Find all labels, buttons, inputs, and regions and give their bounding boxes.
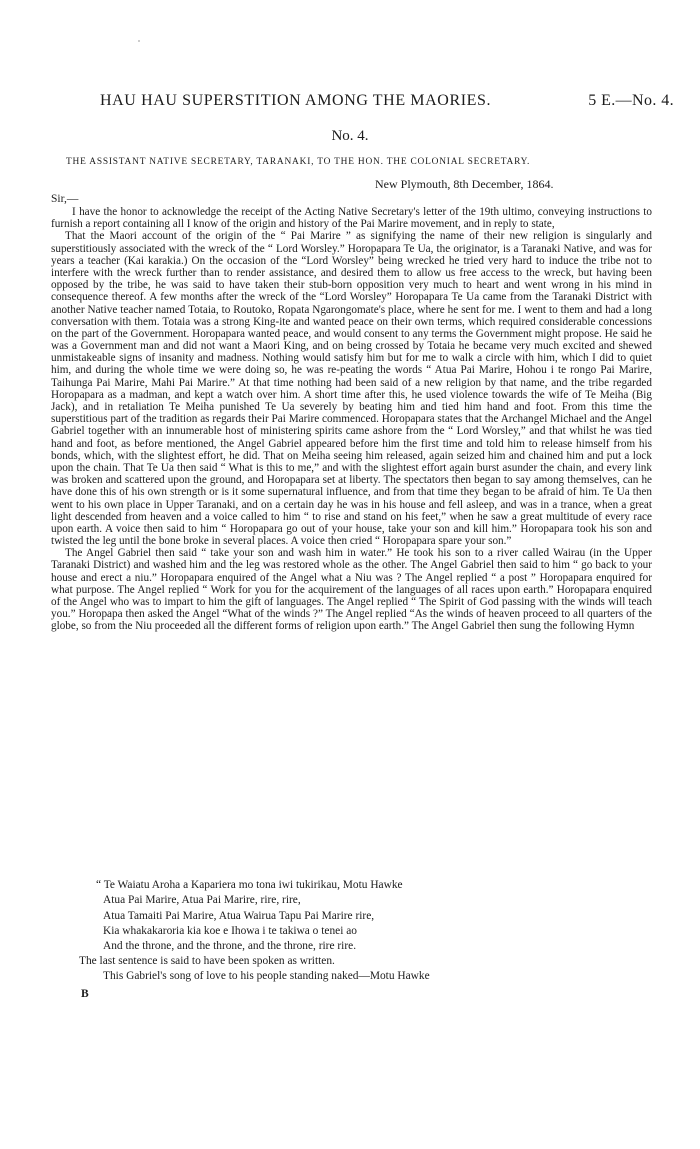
letter-heading: THE ASSISTANT NATIVE SECRETARY, TARANAKI, TO THE HON. THE COLONIAL SECRETARY.	[66, 157, 531, 167]
hymn-line: Atua Pai Marire, Atua Pai Marire, rire, rire,	[103, 894, 301, 907]
running-title: HAU HAU SUPERSTITION AMONG THE MAORIES.	[100, 92, 492, 109]
paragraph: I have the honor to acknowledge the receipt of the Acting Native Secretary's letter of the 19th ultimo, conveying instructions to furnish a report containing all I know of the origin and history of the Pai Marire movement, and in reply to state,	[51, 206, 652, 231]
signature-mark: B	[81, 988, 89, 1000]
dateline: New Plymouth, 8th December, 1864.	[375, 177, 554, 191]
scan-speck	[138, 40, 140, 42]
translation-intro: This Gabriel's song of love to his people standing naked—Motu Hawke	[103, 970, 430, 982]
document-reference: 5 E.—No. 4.	[588, 92, 674, 109]
document-number: No. 4.	[331, 128, 369, 144]
letter-body	[51, 206, 652, 633]
hymn-line: Kia whakakaroria kia koe e Ihowa i te takiwa o tenei ao	[103, 924, 357, 937]
salutation: Sir,—	[51, 193, 79, 205]
paragraph: The Angel Gabriel then said “ take your son and wash him in water.” He took his son to a river called Wairau (in the Upper Taranaki District) and washed him and the leg was restored whole as the other. The Angel Gabriel then said to him “ go back to your house and erect a niu.” Horopapara enquired of the Angel what a Niu was ? The Angel replied “ a post ” Horopapara enquired for what purpose. The Angel replied “ Work for you for the acquirement of the languages of all races upon earth.” Horopapara enquired of the Angel who was to impart to him the gift of languages. The Angel replied “ The Spirit of God passing with the winds will teach you.” Horopapa then asked the Angel “What of the winds ?” The Angel replied “As the winds of heaven proceed to all quarters of the globe, so from the Niu proceeded all the different forms of religion upon earth.” The Angel Gabriel then sung the following Hymn	[51, 547, 652, 633]
hymn-line: “ Te Waiatu Aroha a Kapariera mo tona iwi tukirikau, Motu Hawke	[96, 879, 403, 891]
hymn-block	[0, 878, 700, 954]
note-line: The last sentence is said to have been spoken as written.	[79, 955, 335, 967]
hymn-line: Atua Tamaiti Pai Marire, Atua Wairua Tapu Pai Marire rire,	[103, 909, 375, 922]
hymn-line: And the throne, and the throne, and the throne, rire rire.	[103, 940, 357, 953]
paragraph: That the Maori account of the origin of the “ Pai Marire ” as signifying the name of their new religion is singularly and superstitiously associated with the wreck of the “ Lord Worsley.” Horopapara Te Ua, the originator, is a Taranaki Native, and was for years a teacher (Kai karakia.) On the occasion of the “Lord Worsley” being wrecked he tried very hard to induce the tribe not to interfere with the wreck further than to render assistance, and desired them to allow us free access to the wreck, but having been opposed by the tribe, he was said to have taken their stub-born opposition very much to heart and went wrong in his mind in consequence thereof. A few months after the wreck of the “Lord Worsley” Horopapara Te Ua came from the Taranaki District with another Native teacher named Totaia, to Routoko, Ropata Ngarongomate's place, where he sent for me. I went to them and had a long conversation with them. Totaia was a strong King-ite and wanted peace on their own terms, which required considerable concessions on the part of the Government. Horopapara wanted peace, and would consent to any terms the Government might propose. He said he was a Government man and did not want a Maori King, and on being crossed by Totaia he became very much excited and shewed unmistakeable signs of insanity and madness. Nothing would satisfy him but for me to walk a circle with him, which I did to quiet him, and during the whole time we were doing so, he was re-peating the words “ Atua Pai Marire, Hohou i te rongo Pai Marire, Taihunga Pai Marire, Mahi Pai Marire.” At that time nothing had been said of a new religion by that name, and the tribe regarded Horopapara as a madman, and kept a watch over him. A short time after this, he used violence towards the wife of Te Meiha (Big Jack), and in retaliation Te Meiha punished Te Ua severely by beating him and tied him hand and foot. From this time the superstitious part of the tradition as regards their Pai Marire commenced. Horopapara states that the Archangel Michael and the Angel Gabriel together with an innumerable host of ministering spirits came ashore from the “ Lord Worsley,” and that whilst he was tied hand and foot, as before mentioned, the Angel Gabriel appeared before him the first time and told him to release himself from his bonds, which, with the slightest effort, he did. That on Meiha seeing him released, again seized him and chained him and put a lock upon the chain. That Te Ua then said “ What is this to me,” and with the slightest effort again burst asunder the chain, and every link was broken and scattered upon the ground, and Horopapara set at liberty. The spectators then began to say among themselves, can he have done this of his own strength or is it some supernatural influence, and from that time they began to be afraid of him. Te Ua then went to his own place in Upper Taranaki, and on a certain day he was in his house and fell asleep, and was in a trance, when a great light descended from heaven and a voice called to him “ to rise and stand on his feet,” when he saw a great multitude of every race upon earth. A voice then said to him “ Horopapara go out of your house, take your son and kill him.” Horopapara took his son and twisted the leg until the bone broke in several places. A voice then cried “ Horopapara spare your son.”	[51, 230, 652, 548]
